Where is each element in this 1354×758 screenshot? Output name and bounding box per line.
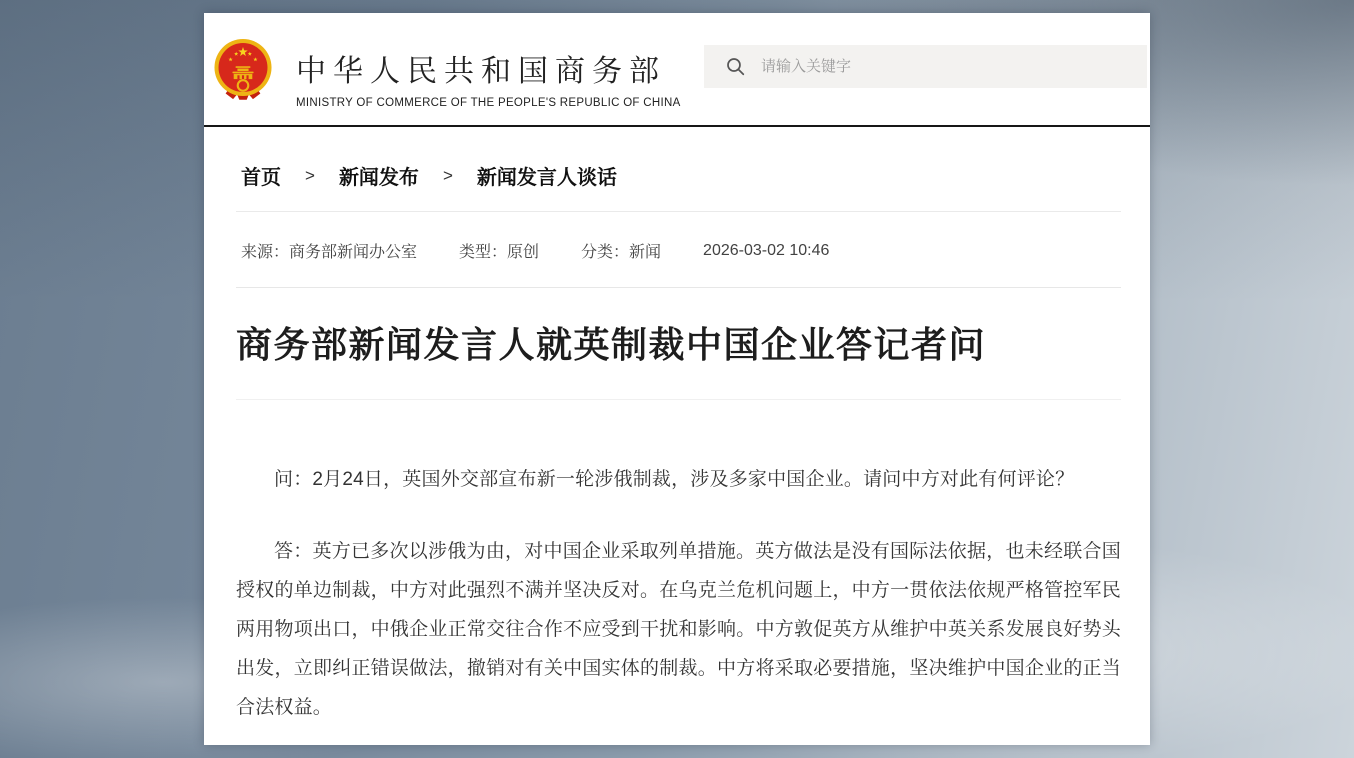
search-icon (726, 57, 745, 76)
search-box[interactable] (704, 45, 1147, 88)
article-paragraph-answer: 答：英方已多次以涉俄为由，对中国企业采取列单措施。英方做法是没有国际法依据，也未经联合国授权的单边制裁，中方对此强烈不满并坚决反对。在乌克兰危机问题上，中方一贯依法依规严格管控军民两用物项出口，中俄企业正常交往合作不应受到干扰和影响。中方敦促英方从维护中英关系发展良好势头出发，立即纠正错误做法，撤销对有关中国实体的制裁。中方将采取必要措施，坚决维护中国企业的正当合法权益。 (236, 541, 1121, 718)
breadcrumb-separator-icon: > (305, 165, 315, 185)
site-brand (296, 46, 681, 109)
article-paragraph-question: 问：2月24日，英国外交部宣布新一轮涉俄制裁，涉及多家中国企业。请问中方对此有何评论？ (274, 469, 1075, 490)
title-divider (236, 399, 1121, 400)
breadcrumb-item-news[interactable]: 新闻发布 (338, 167, 419, 189)
site-title: 中华人民共和国商务部 (296, 55, 666, 88)
meta-source: 来源：商务部新闻办公室 (241, 244, 418, 261)
breadcrumb-item-spokesperson[interactable]: 新闻发言人谈话 (476, 167, 617, 189)
breadcrumb (236, 127, 1121, 212)
webpage (204, 13, 1150, 745)
search-input[interactable] (761, 58, 1121, 75)
meta-type: 类型：原创 (459, 244, 540, 261)
site-header (204, 13, 1150, 127)
national-emblem-icon (212, 36, 274, 104)
article-meta (236, 212, 1121, 288)
article-title: 商务部新闻发言人就英制裁中国企业答记者问 (236, 324, 987, 365)
meta-datetime: 2026-03-02 10:46 (703, 241, 830, 259)
breadcrumb-separator-icon: > (442, 165, 453, 185)
site-subtitle: MINISTRY OF COMMERCE OF THE PEOPLE'S REPUBLIC OF CHINA (296, 97, 681, 109)
breadcrumb-item-home[interactable]: 首页 (241, 167, 281, 189)
meta-category: 分类：新闻 (581, 244, 662, 261)
article-container (204, 127, 1150, 727)
article-body (236, 460, 1121, 727)
